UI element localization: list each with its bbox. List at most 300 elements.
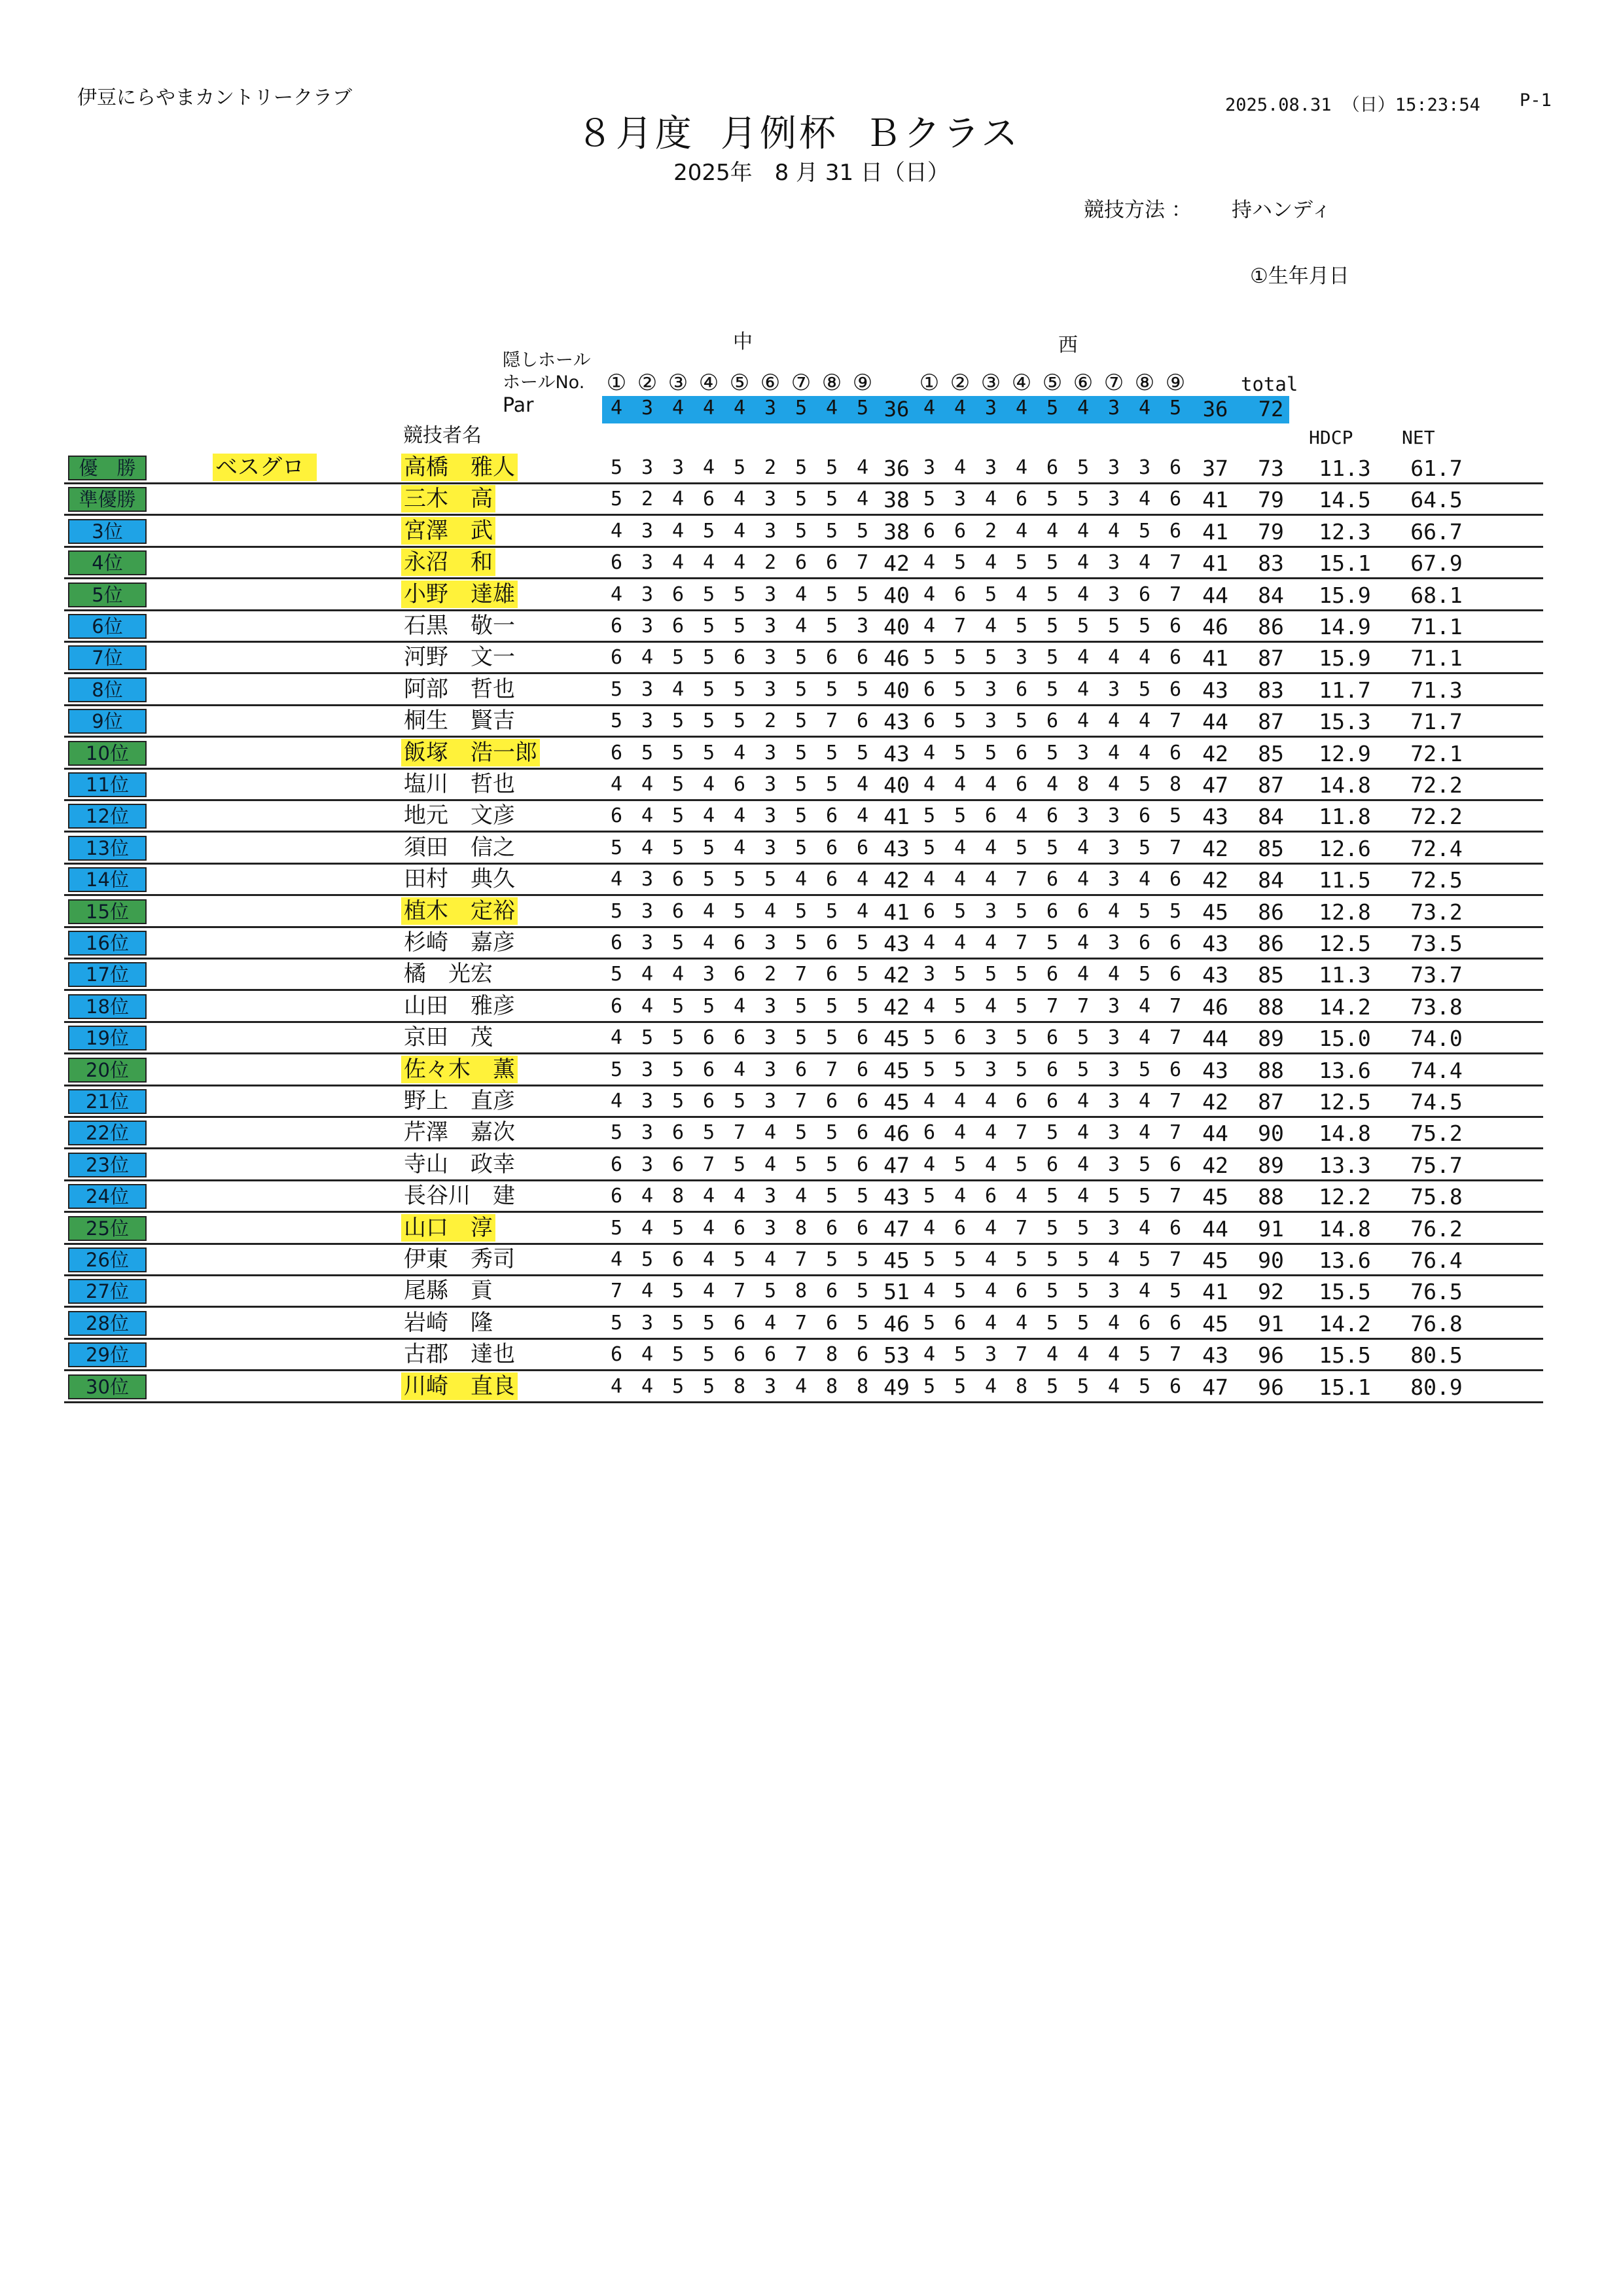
- back-hole-score: 4: [984, 1248, 997, 1271]
- front-hole-score: 5: [825, 741, 838, 764]
- back-hole-score: 3: [1107, 551, 1120, 575]
- back-hole-score: 7: [1169, 836, 1182, 859]
- par-front-cell: 5: [794, 397, 808, 420]
- row-divider: [64, 768, 1543, 770]
- front-hole-score: 7: [794, 1248, 808, 1271]
- front-hole-score: 5: [671, 773, 685, 796]
- front-hole-score: 5: [733, 1090, 746, 1113]
- row-divider: [64, 546, 1543, 548]
- rank-badge: 17位: [68, 962, 147, 987]
- gross-total: 92: [1258, 1279, 1284, 1305]
- rank-badge: 3位: [68, 519, 147, 544]
- back-hole-score: 6: [984, 804, 997, 828]
- back-hole-score: 6: [1169, 931, 1182, 954]
- front-hole-score: 4: [856, 899, 869, 923]
- front-hole-score: 5: [671, 1343, 685, 1367]
- front-hole-score: 4: [671, 519, 685, 543]
- front-hole-score: 4: [733, 994, 746, 1018]
- club-name: 伊豆にらやまカントリークラブ: [77, 86, 352, 109]
- rank-badge: 7位: [68, 645, 147, 670]
- par-back-cell: 5: [1046, 397, 1059, 420]
- front-hole-score: 6: [671, 615, 685, 637]
- front-hole-score: 6: [610, 1153, 623, 1176]
- back-hole-score: 4: [1107, 1248, 1120, 1271]
- back-nine-total: 43: [1202, 1057, 1228, 1083]
- front-hole-score: 5: [764, 1280, 777, 1303]
- front-hole-score: 6: [733, 1026, 746, 1050]
- front-hole-score: 3: [641, 583, 654, 606]
- rank-badge: 11位: [68, 772, 147, 797]
- back-hole-score: 4: [984, 1374, 997, 1398]
- net-score: 67.9: [1410, 550, 1463, 577]
- front-hole-score: 5: [671, 1090, 685, 1113]
- back-hole-score: 4: [923, 615, 936, 637]
- front-nine-total: 40: [883, 614, 910, 639]
- back-hole-score: 4: [923, 773, 936, 796]
- front-hole-score: 5: [856, 1185, 869, 1208]
- back-nine-total: 43: [1202, 804, 1228, 830]
- front-hole-score: 7: [702, 1153, 715, 1176]
- back-hole-score: 5: [1138, 1248, 1151, 1271]
- back-hole-score: 3: [954, 488, 967, 511]
- row-divider: [64, 1243, 1543, 1245]
- par-front-cell: 4: [825, 397, 838, 420]
- net-score: 72.2: [1410, 772, 1463, 798]
- front-hole-score: 4: [641, 804, 654, 828]
- player-name: 三木 高: [401, 485, 495, 512]
- front-nine-total: 38: [883, 487, 910, 513]
- front-hole-score: 6: [856, 1090, 869, 1113]
- back-hole-score: 4: [984, 1280, 997, 1303]
- back-hole-score: 5: [954, 741, 967, 764]
- front-hole-score: 6: [825, 646, 838, 670]
- back-hole-score: 4: [984, 1216, 997, 1240]
- back-hole-score: 6: [1169, 741, 1182, 764]
- par-front-total: 36: [883, 397, 910, 422]
- front-hole-score: 4: [856, 868, 869, 891]
- front-nine-total: 40: [883, 677, 910, 703]
- front-hole-number: ①: [606, 370, 627, 396]
- front-hole-score: 6: [733, 1343, 746, 1367]
- front-hole-score: 3: [764, 1374, 777, 1398]
- back-hole-score: 3: [1107, 456, 1120, 479]
- front-hole-score: 5: [610, 1121, 623, 1145]
- player-name: 塩川 哲也: [404, 771, 515, 797]
- back-hole-score: 6: [954, 1026, 967, 1050]
- row-divider: [64, 1179, 1543, 1181]
- rank-badge: 23位: [68, 1153, 147, 1177]
- gross-total: 89: [1258, 1026, 1284, 1052]
- gross-total: 88: [1258, 1184, 1284, 1210]
- net-score: 80.9: [1410, 1374, 1463, 1400]
- handicap: 11.7: [1319, 677, 1371, 703]
- back-hole-score: 4: [984, 994, 997, 1018]
- rank-badge: 27位: [68, 1279, 147, 1304]
- front-hole-score: 6: [856, 1343, 869, 1367]
- player-name: 田村 典久: [404, 866, 515, 893]
- front-hole-score: 5: [764, 868, 777, 891]
- front-hole-score: 4: [641, 646, 654, 670]
- front-hole-score: 6: [825, 931, 838, 954]
- back-hole-score: 6: [1046, 804, 1059, 828]
- player-name: 川崎 直良: [401, 1372, 518, 1400]
- front-hole-score: 3: [764, 773, 777, 796]
- gross-total: 87: [1258, 1089, 1284, 1115]
- back-hole-score: 4: [1107, 1343, 1120, 1367]
- gross-total: 87: [1258, 772, 1284, 798]
- front-hole-score: 4: [733, 519, 746, 543]
- back-hole-score: 5: [1138, 519, 1151, 543]
- net-score: 66.7: [1410, 518, 1463, 545]
- front-hole-score: 7: [825, 709, 838, 733]
- rank-badge: 9位: [68, 709, 147, 734]
- back-hole-score: 3: [1015, 646, 1028, 670]
- front-hole-score: 4: [733, 1185, 746, 1208]
- back-hole-score: 6: [954, 1216, 967, 1240]
- back-nine-total: 42: [1202, 740, 1228, 766]
- front-hole-score: 5: [856, 963, 869, 986]
- net-score: 64.5: [1410, 487, 1463, 513]
- front-nine-total: 42: [883, 962, 910, 988]
- back-hole-score: 4: [1138, 488, 1151, 511]
- front-hole-score: 6: [610, 741, 623, 764]
- back-hole-score: 3: [984, 709, 997, 733]
- net-score: 72.4: [1410, 835, 1463, 861]
- front-hole-score: 4: [856, 488, 869, 511]
- front-hole-score: 6: [671, 899, 685, 923]
- front-hole-score: 8: [856, 1374, 869, 1398]
- rank-badge: 21位: [68, 1089, 147, 1114]
- back-hole-score: 5: [923, 804, 936, 828]
- back-hole-score: 5: [1077, 1248, 1090, 1271]
- front-hole-score: 4: [764, 1121, 777, 1145]
- back-hole-score: 5: [954, 963, 967, 986]
- net-score: 75.2: [1410, 1121, 1463, 1147]
- back-hole-score: 5: [923, 1058, 936, 1081]
- back-hole-score: 5: [1015, 1153, 1028, 1176]
- back-hole-score: 3: [984, 456, 997, 479]
- handicap: 12.2: [1319, 1184, 1371, 1210]
- rank-badge: 24位: [68, 1184, 147, 1209]
- back-nine-total: 43: [1202, 962, 1228, 988]
- gross-total: 86: [1258, 614, 1284, 639]
- back-hole-number: ①: [919, 370, 940, 396]
- front-hole-score: 4: [610, 1026, 623, 1050]
- par-back-cell: 4: [1015, 397, 1028, 420]
- front-nine-total: 46: [883, 1121, 910, 1147]
- front-hole-score: 5: [702, 1121, 715, 1145]
- front-hole-score: 2: [764, 551, 777, 575]
- back-hole-score: 4: [923, 994, 936, 1018]
- front-hole-score: 3: [764, 1185, 777, 1208]
- back-hole-score: 4: [1138, 1121, 1151, 1145]
- front-hole-score: 5: [794, 709, 808, 733]
- back-hole-score: 7: [1015, 1121, 1028, 1145]
- back-hole-score: 8: [1015, 1374, 1028, 1398]
- back-nine-total: 45: [1202, 899, 1228, 925]
- front-hole-score: 3: [641, 931, 654, 954]
- rank-badge: 14位: [68, 867, 147, 892]
- front-hole-score: 7: [794, 1090, 808, 1113]
- back-hole-score: 6: [1015, 741, 1028, 764]
- handicap: 14.8: [1319, 1121, 1371, 1147]
- back-hole-score: 3: [1107, 677, 1120, 701]
- player-name: 岩崎 隆: [404, 1309, 493, 1336]
- front-hole-score: 6: [825, 836, 838, 859]
- back-hole-score: 5: [1077, 1026, 1090, 1050]
- back-nine-total: 41: [1202, 1279, 1228, 1305]
- back-hole-score: 4: [954, 931, 967, 954]
- back-hole-score: 4: [923, 1090, 936, 1113]
- back-hole-score: 5: [954, 1248, 967, 1271]
- front-hole-score: 5: [671, 1311, 685, 1335]
- front-hole-score: 4: [794, 1185, 808, 1208]
- front-hole-score: 6: [671, 1121, 685, 1145]
- back-hole-score: 6: [1169, 1374, 1182, 1398]
- back-hole-score: 6: [1046, 963, 1059, 986]
- player-name: 長谷川 建: [404, 1183, 515, 1210]
- front-hole-score: 6: [856, 1153, 869, 1176]
- net-score: 73.5: [1410, 931, 1463, 956]
- rank-badge: 29位: [68, 1342, 147, 1367]
- front-hole-score: 6: [671, 868, 685, 891]
- front-hole-score: 4: [671, 677, 685, 701]
- back-hole-score: 5: [954, 1153, 967, 1176]
- back-hole-score: 4: [1077, 1090, 1090, 1113]
- front-hole-score: 6: [733, 931, 746, 954]
- front-hole-score: 8: [825, 1374, 838, 1398]
- net-label: NET: [1402, 427, 1435, 448]
- back-hole-score: 3: [984, 899, 997, 923]
- front-hole-score: 5: [702, 709, 715, 733]
- back-hole-score: 3: [1107, 931, 1120, 954]
- front-hole-score: 4: [702, 1216, 715, 1240]
- front-hole-score: 5: [702, 615, 715, 637]
- front-nine-total: 45: [883, 1089, 910, 1115]
- front-hole-score: 5: [671, 1216, 685, 1240]
- front-hole-score: 5: [702, 1343, 715, 1367]
- back-hole-score: 4: [1138, 551, 1151, 575]
- hole-number-label: ホールNo.: [503, 372, 585, 393]
- back-hole-score: 4: [1107, 646, 1120, 670]
- back-hole-score: 5: [1046, 677, 1059, 701]
- back-hole-score: 5: [1138, 677, 1151, 701]
- back-hole-score: 6: [1169, 1216, 1182, 1240]
- front-hole-score: 4: [671, 488, 685, 511]
- player-name: 石黒 敬一: [404, 613, 515, 639]
- front-hole-number: ⑥: [760, 370, 781, 396]
- gross-total: 85: [1258, 962, 1284, 988]
- player-name: 寺山 政幸: [404, 1151, 515, 1177]
- row-divider: [64, 704, 1543, 706]
- row-divider: [64, 1274, 1543, 1276]
- back-hole-score: 5: [923, 836, 936, 859]
- front-hole-number: ④: [698, 370, 719, 396]
- front-hole-score: 4: [733, 804, 746, 828]
- front-hole-score: 4: [733, 1058, 746, 1081]
- rank-badge: 13位: [68, 836, 147, 861]
- front-hole-score: 5: [856, 677, 869, 701]
- handicap: 11.8: [1319, 804, 1371, 830]
- back-hole-score: 4: [1077, 931, 1090, 954]
- back-nine-total: 44: [1202, 1026, 1228, 1052]
- back-hole-score: 3: [1077, 741, 1090, 764]
- front-hole-score: 6: [671, 1248, 685, 1271]
- handicap: 15.9: [1319, 582, 1371, 608]
- rank-badge: 22位: [68, 1121, 147, 1145]
- front-hole-score: 6: [610, 804, 623, 828]
- back-hole-score: 7: [1077, 994, 1090, 1018]
- handicap: 11.3: [1319, 456, 1371, 481]
- back-nine-total: 41: [1202, 518, 1228, 545]
- back-hole-score: 7: [1015, 1343, 1028, 1367]
- back-hole-score: 3: [1107, 994, 1120, 1018]
- front-nine-total: 43: [883, 740, 910, 766]
- front-hole-score: 3: [641, 519, 654, 543]
- row-divider: [64, 1147, 1543, 1149]
- front-hole-score: 4: [764, 1153, 777, 1176]
- back-hole-score: 5: [954, 1058, 967, 1081]
- back-hole-score: 3: [1077, 804, 1090, 828]
- front-hole-score: 4: [641, 773, 654, 796]
- front-hole-score: 4: [733, 836, 746, 859]
- back-hole-score: 6: [1169, 677, 1182, 701]
- row-divider: [64, 958, 1543, 960]
- back-hole-score: 4: [1138, 994, 1151, 1018]
- row-divider: [64, 1211, 1543, 1213]
- handicap: 14.8: [1319, 1215, 1371, 1242]
- back-hole-score: 4: [923, 583, 936, 606]
- back-nine-total: 46: [1202, 994, 1228, 1020]
- back-hole-score: 4: [1077, 836, 1090, 859]
- par-front-cell: 4: [733, 397, 746, 420]
- player-name: 河野 文一: [404, 644, 515, 671]
- back-hole-score: 4: [984, 1090, 997, 1113]
- front-hole-score: 6: [856, 709, 869, 733]
- player-name: 宮澤 武: [401, 517, 495, 545]
- front-nine-total: 36: [883, 456, 910, 481]
- front-hole-score: 5: [671, 931, 685, 954]
- back-hole-score: 4: [954, 1121, 967, 1145]
- back-hole-score: 7: [1169, 1026, 1182, 1050]
- front-hole-score: 3: [641, 456, 654, 479]
- back-hole-score: 4: [923, 1216, 936, 1240]
- gross-total: 84: [1258, 804, 1284, 830]
- par-back-cell: 4: [923, 397, 936, 420]
- player-name: 高橋 雅人: [401, 454, 518, 481]
- back-hole-score: 4: [1077, 646, 1090, 670]
- back-hole-score: 5: [954, 646, 967, 670]
- back-hole-score: 4: [984, 836, 997, 859]
- back-hole-score: 4: [1077, 519, 1090, 543]
- back-nine-total: 47: [1202, 1374, 1228, 1400]
- front-course-label: 中: [733, 331, 753, 353]
- net-score: 68.1: [1410, 582, 1463, 608]
- back-hole-score: 4: [923, 1153, 936, 1176]
- front-hole-score: 3: [641, 551, 654, 575]
- back-hole-number: ⑥: [1073, 370, 1094, 396]
- rank-badge: 5位: [68, 583, 147, 607]
- back-hole-score: 5: [984, 646, 997, 670]
- back-hole-score: 4: [1077, 677, 1090, 701]
- front-hole-score: 5: [825, 773, 838, 796]
- net-score: 76.5: [1410, 1279, 1463, 1305]
- back-hole-score: 5: [1138, 1185, 1151, 1208]
- front-hole-score: 5: [825, 677, 838, 701]
- front-hole-score: 5: [641, 1026, 654, 1050]
- net-score: 71.3: [1410, 677, 1463, 703]
- front-hole-score: 5: [733, 1153, 746, 1176]
- net-score: 76.8: [1410, 1310, 1463, 1336]
- front-nine-total: 43: [883, 709, 910, 735]
- gross-total: 96: [1258, 1374, 1284, 1400]
- back-hole-score: 5: [1138, 899, 1151, 923]
- front-hole-score: 5: [702, 836, 715, 859]
- front-hole-score: 5: [702, 646, 715, 670]
- row-divider: [64, 609, 1543, 611]
- back-hole-score: 5: [1015, 994, 1028, 1018]
- back-nine-total: 45: [1202, 1184, 1228, 1210]
- par-front-cell: 5: [856, 397, 869, 420]
- back-hole-score: 7: [1046, 994, 1059, 1018]
- front-hole-score: 4: [610, 773, 623, 796]
- net-score: 75.8: [1410, 1184, 1463, 1210]
- back-hole-score: 4: [923, 741, 936, 764]
- front-hole-score: 5: [794, 646, 808, 670]
- front-hole-score: 3: [764, 1026, 777, 1050]
- gross-total: 83: [1258, 677, 1284, 703]
- front-hole-score: 4: [733, 741, 746, 764]
- page-number: P-1: [1520, 90, 1552, 111]
- player-name: 伊東 秀司: [404, 1246, 515, 1272]
- back-hole-score: 5: [1077, 488, 1090, 511]
- back-hole-score: 4: [1107, 741, 1120, 764]
- back-hole-score: 3: [984, 1058, 997, 1081]
- front-hole-score: 5: [733, 899, 746, 923]
- back-hole-score: 5: [954, 804, 967, 828]
- par-front-cell: 4: [702, 397, 715, 420]
- back-hole-score: 4: [984, 1311, 997, 1335]
- par-back-cell: 3: [984, 397, 997, 420]
- back-hole-score: 4: [1077, 1185, 1090, 1208]
- handicap: 11.3: [1319, 962, 1371, 988]
- back-hole-score: 5: [1046, 488, 1059, 511]
- gross-total: 85: [1258, 835, 1284, 861]
- front-hole-score: 4: [856, 456, 869, 479]
- front-hole-score: 5: [610, 488, 623, 511]
- front-hole-score: 4: [641, 963, 654, 986]
- front-hole-score: 6: [702, 1058, 715, 1081]
- rank-badge: 12位: [68, 804, 147, 829]
- front-hole-score: 7: [794, 1311, 808, 1335]
- back-hole-score: 5: [1107, 1185, 1120, 1208]
- front-hole-score: 5: [794, 773, 808, 796]
- front-nine-total: 47: [883, 1215, 910, 1242]
- net-score: 73.2: [1410, 899, 1463, 925]
- net-score: 71.1: [1410, 614, 1463, 639]
- gross-total: 88: [1258, 994, 1284, 1020]
- front-hole-score: 3: [641, 709, 654, 733]
- front-hole-score: 8: [794, 1216, 808, 1240]
- front-nine-total: 43: [883, 835, 910, 861]
- back-nine-total: 42: [1202, 1089, 1228, 1115]
- front-hole-score: 6: [825, 963, 838, 986]
- front-nine-total: 40: [883, 772, 910, 798]
- tiebreak-note: ①生年月日: [1250, 264, 1349, 288]
- front-hole-score: 6: [825, 1280, 838, 1303]
- front-hole-score: 5: [794, 741, 808, 764]
- back-hole-score: 7: [1169, 551, 1182, 575]
